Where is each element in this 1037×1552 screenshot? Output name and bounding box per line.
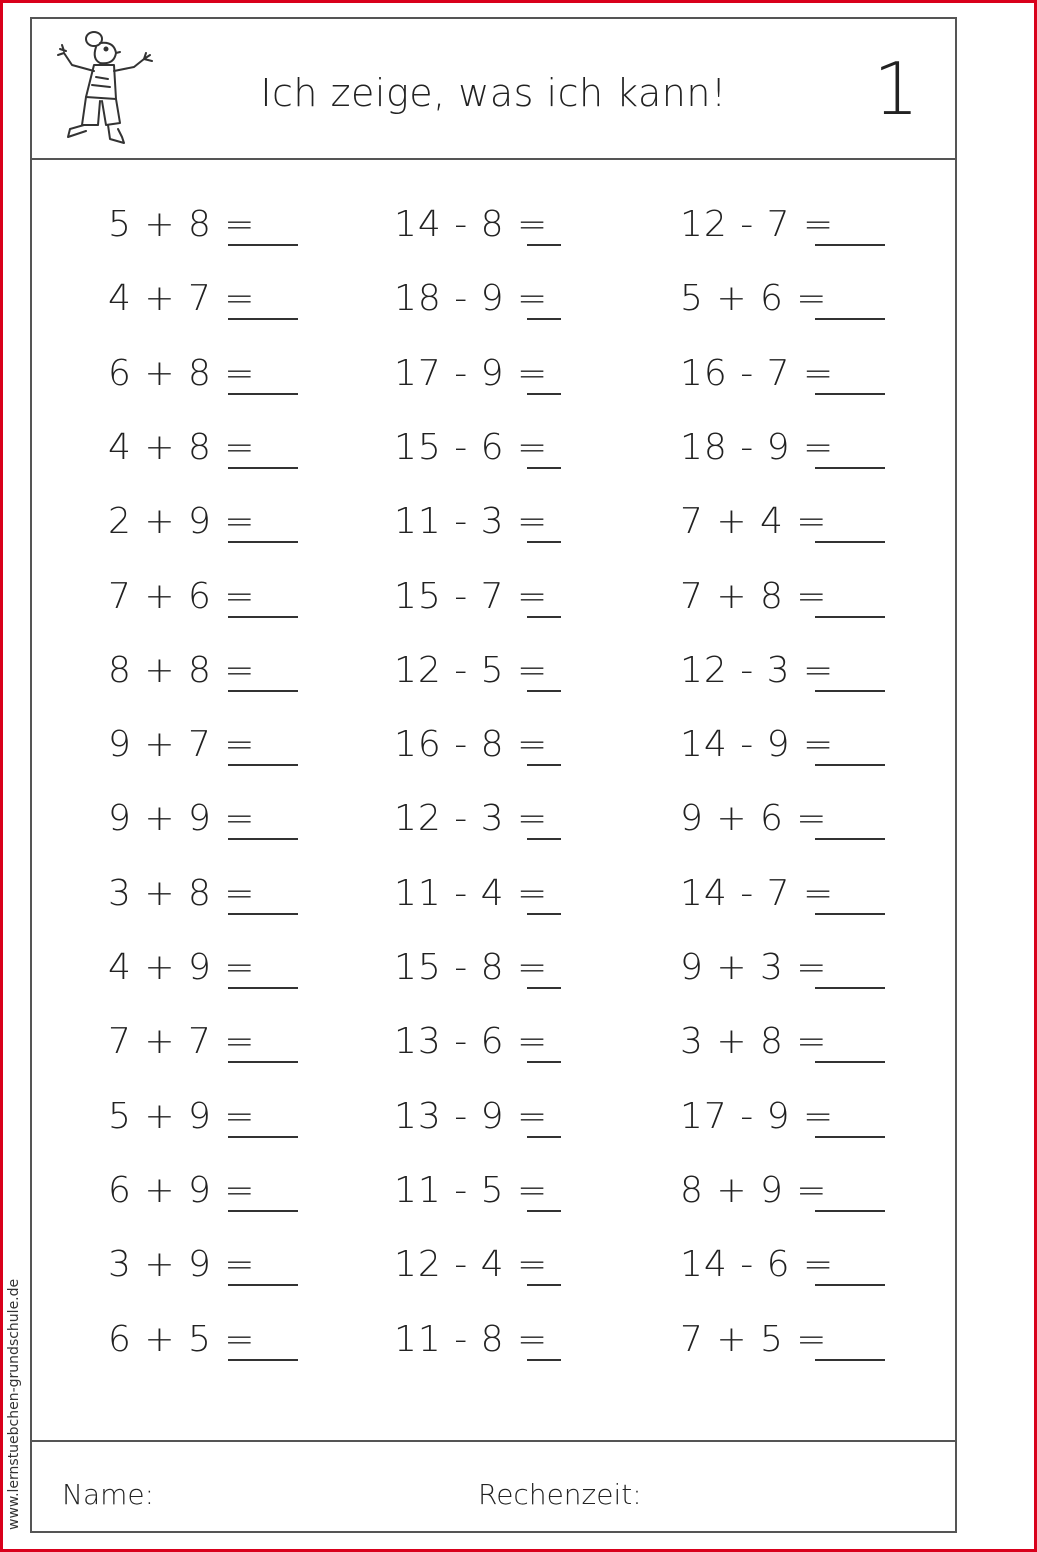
math-task xyxy=(108,576,298,618)
task-equation: 17 - 9 = xyxy=(680,1095,835,1137)
math-task xyxy=(394,204,561,246)
answer-blank[interactable] xyxy=(527,1027,561,1063)
math-task xyxy=(108,1021,298,1063)
task-equation: 7 + 4 = xyxy=(680,501,828,543)
task-equation: 4 + 9 = xyxy=(108,947,256,988)
math-task xyxy=(108,1170,298,1212)
answer-blank[interactable] xyxy=(228,1027,298,1063)
math-task xyxy=(680,1244,885,1286)
answer-blank[interactable] xyxy=(815,730,885,766)
task-equation: 11 - 3 = xyxy=(394,501,549,543)
answer-blank[interactable] xyxy=(815,1250,885,1286)
task-equation: 11 - 5 = xyxy=(394,1169,549,1211)
math-task xyxy=(394,1170,561,1212)
sheet-number: 1 xyxy=(873,47,919,131)
math-task xyxy=(394,873,561,915)
math-task xyxy=(394,798,561,840)
math-task xyxy=(394,1096,561,1138)
math-task xyxy=(108,798,298,840)
task-equation: 8 + 9 = xyxy=(680,1169,828,1211)
task-equation: 15 - 7 = xyxy=(394,575,549,617)
answer-blank[interactable] xyxy=(527,1250,561,1286)
answer-blank[interactable] xyxy=(228,730,298,766)
answer-blank[interactable] xyxy=(228,879,298,915)
answer-blank[interactable] xyxy=(815,953,885,989)
task-equation: 4 + 8 = xyxy=(108,426,256,468)
answer-blank[interactable] xyxy=(527,507,561,543)
answer-blank[interactable] xyxy=(228,1325,298,1361)
task-equation: 4 + 7 = xyxy=(108,278,256,320)
answer-blank[interactable] xyxy=(527,656,561,692)
task-equation: 2 + 9 = xyxy=(108,501,256,543)
task-equation: 7 + 6 = xyxy=(108,575,256,617)
math-task xyxy=(680,650,885,692)
task-row xyxy=(32,1170,955,1230)
answer-blank[interactable] xyxy=(815,1176,885,1212)
math-task xyxy=(108,724,298,766)
answer-blank[interactable] xyxy=(228,433,298,469)
task-equation: 9 + 6 = xyxy=(680,798,828,840)
answer-blank[interactable] xyxy=(815,879,885,915)
task-equation: 12 - 5 = xyxy=(394,649,549,691)
task-equation: 18 - 9 = xyxy=(680,426,835,468)
answer-blank[interactable] xyxy=(527,1325,561,1361)
math-task xyxy=(394,1319,561,1361)
task-equation: 9 + 7 = xyxy=(108,724,256,766)
answer-blank[interactable] xyxy=(815,1027,885,1063)
math-task xyxy=(394,724,561,766)
task-equation: 11 - 4 = xyxy=(394,872,549,914)
answer-blank[interactable] xyxy=(815,582,885,618)
task-equation: 7 + 8 = xyxy=(680,575,828,617)
task-equation: 8 + 8 = xyxy=(108,649,256,691)
math-task xyxy=(680,501,885,543)
answer-blank[interactable] xyxy=(815,433,885,469)
math-task xyxy=(680,724,885,766)
task-equation: 9 + 9 = xyxy=(108,798,256,840)
math-task xyxy=(108,1244,298,1286)
math-task xyxy=(680,1170,885,1212)
math-task xyxy=(394,278,561,320)
answer-blank[interactable] xyxy=(228,359,298,395)
task-row xyxy=(32,576,955,636)
math-task xyxy=(108,1319,298,1361)
answer-blank[interactable] xyxy=(228,656,298,692)
task-row xyxy=(32,278,955,338)
math-task xyxy=(394,650,561,692)
task-equation: 6 + 9 = xyxy=(108,1169,256,1211)
math-task xyxy=(108,947,298,989)
math-task xyxy=(680,1021,885,1063)
task-equation: 15 - 6 = xyxy=(394,426,549,468)
task-equation: 3 + 9 = xyxy=(108,1244,256,1286)
math-task xyxy=(680,278,885,320)
answer-blank[interactable] xyxy=(527,804,561,840)
answer-blank[interactable] xyxy=(815,210,885,246)
math-task xyxy=(394,947,561,989)
task-equation: 13 - 9 = xyxy=(394,1095,549,1137)
task-equation: 18 - 9 = xyxy=(394,278,549,320)
math-task xyxy=(680,204,885,246)
worksheet xyxy=(30,17,957,1533)
answer-blank[interactable] xyxy=(527,433,561,469)
math-task xyxy=(680,427,885,469)
answer-blank[interactable] xyxy=(527,1176,561,1212)
task-equation: 9 + 3 = xyxy=(680,947,828,988)
math-task xyxy=(394,576,561,618)
name-label: Name: xyxy=(62,1478,155,1511)
task-equation: 14 - 9 = xyxy=(680,724,835,766)
task-equation: 15 - 8 = xyxy=(394,947,549,988)
math-task xyxy=(108,1096,298,1138)
answer-blank[interactable] xyxy=(527,953,561,989)
answer-blank[interactable] xyxy=(815,1102,885,1138)
math-task xyxy=(680,1096,885,1138)
task-equation: 3 + 8 = xyxy=(108,872,256,914)
math-task xyxy=(394,1021,561,1063)
task-row xyxy=(32,873,955,933)
task-row xyxy=(32,1021,955,1081)
task-row xyxy=(32,1244,955,1304)
task-equation: 6 + 5 = xyxy=(108,1318,256,1360)
math-task xyxy=(394,1244,561,1286)
answer-blank[interactable] xyxy=(815,284,885,320)
answer-blank[interactable] xyxy=(527,359,561,395)
task-equation: 5 + 8 = xyxy=(108,204,256,245)
task-equation: 12 - 3 = xyxy=(394,798,549,840)
task-row xyxy=(32,204,955,264)
worksheet-title: Ich zeige, was ich kann! xyxy=(260,71,727,115)
answer-blank[interactable] xyxy=(228,582,298,618)
math-task xyxy=(680,576,885,618)
answer-blank[interactable] xyxy=(527,210,561,246)
answer-blank[interactable] xyxy=(228,284,298,320)
math-task xyxy=(394,427,561,469)
math-task xyxy=(108,650,298,692)
math-task xyxy=(680,353,885,395)
math-task xyxy=(108,501,298,543)
task-equation: 16 - 8 = xyxy=(394,724,549,766)
math-task xyxy=(680,947,885,989)
task-row xyxy=(32,724,955,784)
task-row xyxy=(32,1319,955,1379)
math-task xyxy=(108,204,298,246)
answer-blank[interactable] xyxy=(228,953,298,989)
task-equation: 14 - 7 = xyxy=(680,872,835,914)
task-equation: 13 - 6 = xyxy=(394,1021,549,1063)
answer-blank[interactable] xyxy=(228,804,298,840)
answer-blank[interactable] xyxy=(815,656,885,692)
answer-blank[interactable] xyxy=(815,359,885,395)
task-row xyxy=(32,650,955,710)
answer-blank[interactable] xyxy=(228,1250,298,1286)
task-row xyxy=(32,947,955,1007)
math-task xyxy=(394,501,561,543)
answer-blank[interactable] xyxy=(527,1102,561,1138)
task-equation: 5 + 9 = xyxy=(108,1095,256,1137)
math-task xyxy=(108,278,298,320)
math-task xyxy=(680,873,885,915)
answer-blank[interactable] xyxy=(527,284,561,320)
task-equation: 3 + 8 = xyxy=(680,1021,828,1063)
time-label: Rechenzeit: xyxy=(478,1478,642,1511)
task-equation: 7 + 5 = xyxy=(680,1318,828,1360)
math-task xyxy=(680,1319,885,1361)
answer-blank[interactable] xyxy=(815,804,885,840)
answer-blank[interactable] xyxy=(228,1102,298,1138)
answer-blank[interactable] xyxy=(815,507,885,543)
task-equation: 16 - 7 = xyxy=(680,352,835,394)
task-row xyxy=(32,1096,955,1156)
answer-blank[interactable] xyxy=(527,730,561,766)
math-task xyxy=(108,873,298,915)
math-task xyxy=(108,427,298,469)
worksheet-header xyxy=(32,19,955,160)
task-equation: 12 - 3 = xyxy=(680,649,835,691)
answer-blank[interactable] xyxy=(815,1325,885,1361)
math-task xyxy=(680,798,885,840)
task-equation: 12 - 7 = xyxy=(680,204,835,245)
task-equation: 17 - 9 = xyxy=(394,352,549,394)
task-row xyxy=(32,353,955,413)
task-equation: 11 - 8 = xyxy=(394,1318,549,1360)
task-equation: 14 - 6 = xyxy=(680,1244,835,1286)
worksheet-footer xyxy=(32,1440,955,1531)
task-equation: 6 + 8 = xyxy=(108,352,256,394)
math-task xyxy=(108,353,298,395)
task-row xyxy=(32,501,955,561)
task-equation: 7 + 7 = xyxy=(108,1021,256,1063)
answer-blank[interactable] xyxy=(527,879,561,915)
task-row xyxy=(32,427,955,487)
math-task xyxy=(394,353,561,395)
task-equation: 12 - 4 = xyxy=(394,1244,549,1286)
task-equation: 14 - 8 = xyxy=(394,204,549,245)
task-equation: 5 + 6 = xyxy=(680,278,828,320)
side-credit: www.lernstuebchen-grundschule.de xyxy=(6,1278,22,1530)
task-row xyxy=(32,798,955,858)
answer-blank[interactable] xyxy=(527,582,561,618)
answer-blank[interactable] xyxy=(228,507,298,543)
answer-blank[interactable] xyxy=(228,1176,298,1212)
answer-blank[interactable] xyxy=(228,210,298,246)
